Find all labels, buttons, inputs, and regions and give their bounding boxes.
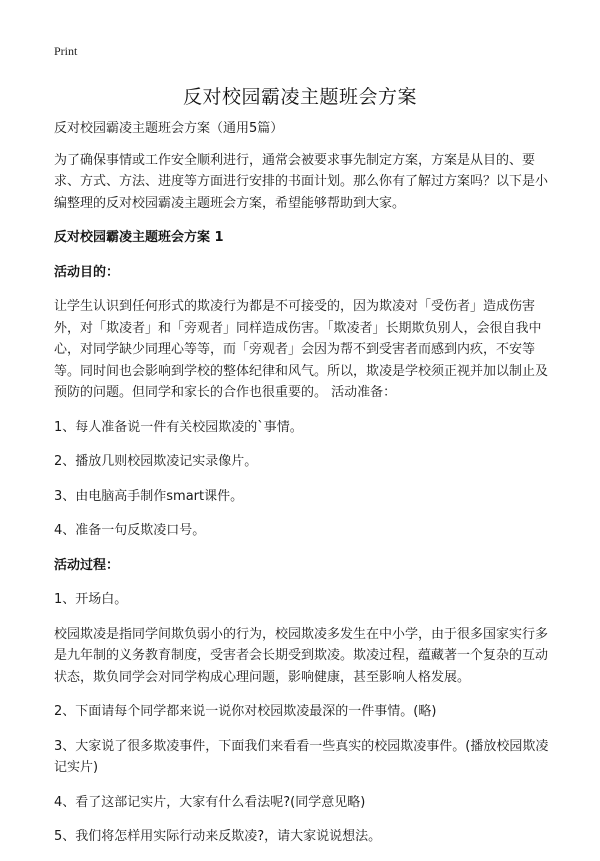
goal-heading: 活动目的： — [54, 264, 120, 280]
prep-item: 1、每人准备说一件有关校园欺凌的`事情。 — [54, 419, 303, 435]
prep-item: 4、准备一句反欺凌口号。 — [54, 523, 206, 538]
print-link[interactable]: Print — [54, 44, 78, 58]
process-item: 4、看了这部记实片，大家有什么看法呢?(同学意见略) — [54, 794, 366, 810]
process-item: 2、下面请每个同学都来说一说你对校园欺凌最深的一件事情。(略) — [54, 704, 437, 719]
prep-item: 3、由电脑高手制作smart课件。 — [54, 488, 244, 504]
process-item: 5、我们将怎样用实际行动来反欺凌?，请大家说说想法。 — [54, 829, 382, 844]
process-heading: 活动过程： — [54, 557, 120, 573]
intro-paragraph: 为了确保事情或工作安全顺利进行，通常会被要求事先制定方案，方案是从目的、要求、方式、方法、进度等方面进行安排的书面计划。那么你有了解过方案吗？以下是小编整理的反对校园霸凌主题班会方案，希望能够帮助到大家。 — [54, 152, 549, 211]
process-item: 1、开场白。 — [54, 592, 128, 607]
document-subtitle: 反对校园霸凌主题班会方案（通用5篇） — [54, 121, 284, 136]
process-item: 3、大家说了很多欺凌事件，下面我们来看看一些真实的校园欺凌事件。(播放校园欺凌记实片) — [54, 738, 549, 775]
document-body — [54, 118, 554, 861]
goal-paragraph: 让学生认识到任何形式的欺凌行为都是不可接受的，因为欺凌对「受伤者」造成伤害外，对「欺凌者」和「旁观者」同样造成伤害。「欺凌者」长期欺负别人，会很自我中心，对同学缺少同理心等等，而「旁观者」会因为帮不到受害者而感到内疚，不安等等。同时间也会影响到学校的整体纪律和风气。所以，欺凌是学校须正视并加以制止及预防的问题。但同学和家长的合作也很重要的。 活动准备： — [54, 299, 549, 400]
prep-item: 2、播放几则校园欺凌记实录像片。 — [54, 454, 258, 469]
section-heading: 反对校园霸凌主题班会方案 1 — [54, 230, 224, 245]
page-title: 反对校园霸凌主题班会方案 — [182, 86, 417, 108]
process-item: 校园欺凌是指同学间欺负弱小的行为，校园欺凌多发生在中小学，由于很多国家实行多是九年制的义务教育制度，受害者会长期受到欺凌。欺凌过程，蕴藏著一个复杂的互动状态，欺负同学会对同学构成心理问题，影响健康，甚至影响人格发展。 — [54, 626, 549, 685]
